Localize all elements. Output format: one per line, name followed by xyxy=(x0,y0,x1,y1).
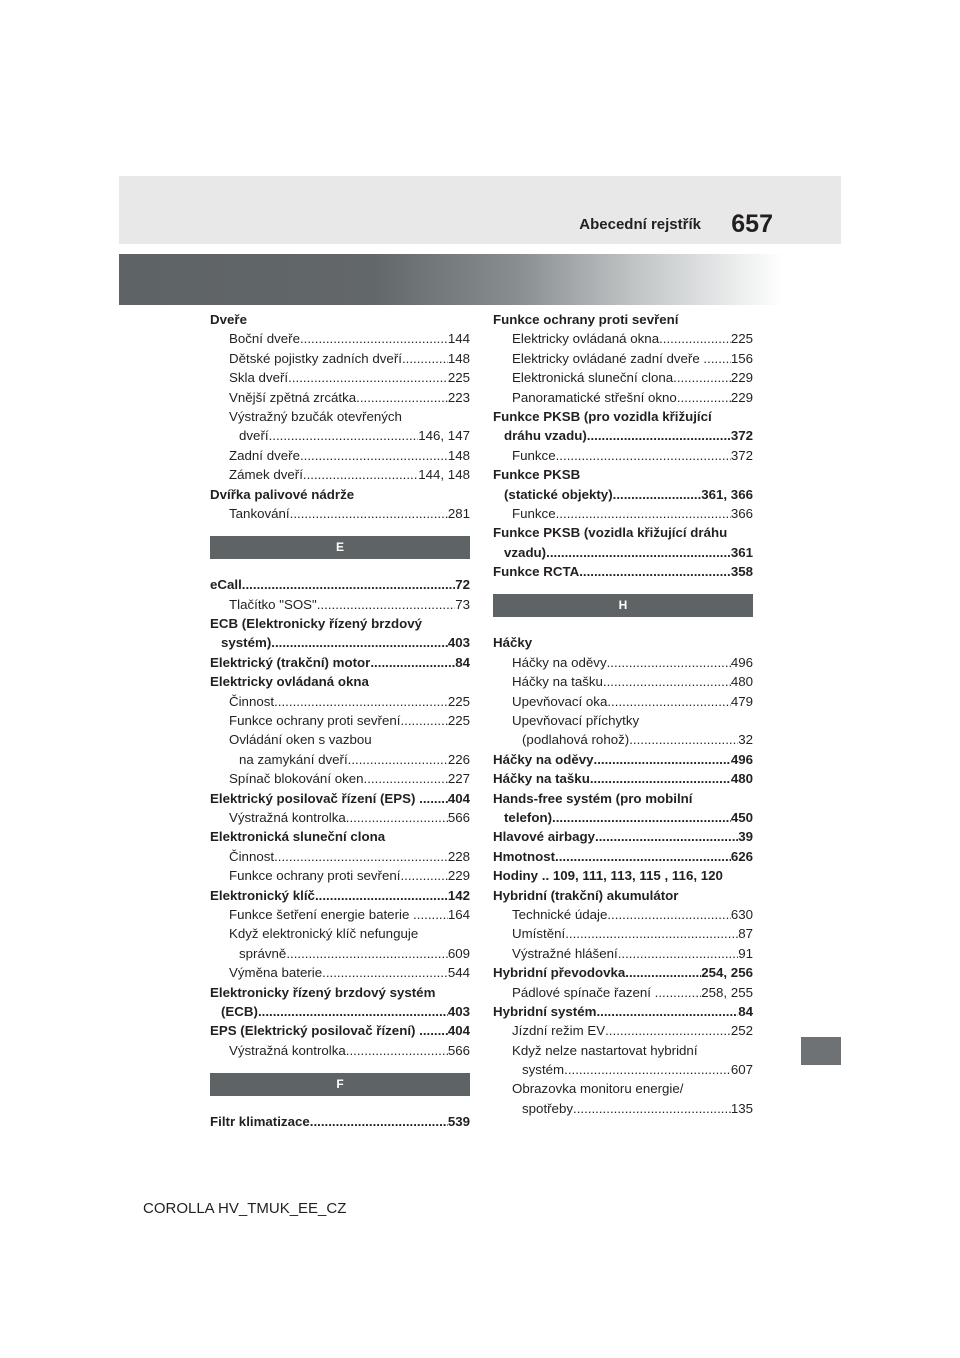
index-entry-page: 372 xyxy=(730,447,753,463)
index-entry-page: 227 xyxy=(447,771,470,787)
index-entry xyxy=(493,1021,753,1040)
leader-dots xyxy=(346,1041,448,1060)
index-entry xyxy=(210,426,470,445)
index-entry xyxy=(493,808,753,827)
index-entry-text: Funkce ochrany proti sevření xyxy=(493,312,679,327)
index-entry xyxy=(210,633,470,652)
index-entry xyxy=(493,750,753,769)
index-entry-page: 226 xyxy=(447,751,470,767)
index-entry xyxy=(210,924,470,943)
index-entry-text: na zamykání dveří xyxy=(239,751,348,767)
index-entry xyxy=(210,769,470,788)
index-entry xyxy=(210,944,470,963)
index-entry-text: Zámek dveří xyxy=(229,467,303,483)
leader-dots xyxy=(300,446,448,465)
index-entry xyxy=(493,633,753,652)
index-entry-text: systém) xyxy=(221,635,272,651)
leader-dots xyxy=(618,944,739,963)
leader-dots xyxy=(427,789,448,808)
index-entry-text: Vnější zpětná zrcátka xyxy=(229,389,357,405)
index-entry-text: Tankování xyxy=(229,505,290,521)
index-entry-text: Funkce ochrany proti sevření xyxy=(229,868,401,884)
index-entry xyxy=(210,827,470,846)
index-entry xyxy=(210,866,470,885)
index-entry-page: 144, 148 xyxy=(418,467,470,483)
index-entry-text: Výstražné hlášení xyxy=(512,945,618,961)
index-entry xyxy=(493,653,753,672)
leader-dots xyxy=(286,944,448,963)
leader-dots xyxy=(317,595,455,614)
index-entry-text: vzadu) xyxy=(504,544,547,560)
leader-dots xyxy=(596,1002,738,1021)
index-entry-text: Upevňovací příchytky xyxy=(512,713,640,729)
index-entry-page: 146, 147 xyxy=(418,428,470,444)
index-entry xyxy=(493,789,753,808)
index-entry xyxy=(493,504,753,523)
index-entry-text: Háčky na tašku xyxy=(493,771,590,787)
header-gradient-bar xyxy=(119,254,841,305)
leader-dots xyxy=(595,827,738,846)
page-number: 657 xyxy=(731,210,773,238)
index-entry-text: Funkce PKSB (vozidla křižující dráhu xyxy=(493,525,728,541)
leader-dots xyxy=(271,633,448,652)
index-entry-page: 403 xyxy=(447,1003,470,1019)
index-entry-page: 228 xyxy=(447,848,470,864)
index-entry-text: Činnost xyxy=(229,848,275,864)
leader-dots xyxy=(556,446,731,465)
index-letter-heading: E xyxy=(210,536,470,559)
index-entry-text: spotřeby xyxy=(522,1100,573,1116)
index-entry-page: 630 xyxy=(730,906,753,922)
index-entry-page: 403 xyxy=(447,635,470,651)
index-entry xyxy=(210,575,470,594)
index-entry xyxy=(493,368,753,387)
leader-dots xyxy=(274,692,448,711)
index-entry-text: Elektronicky řízený brzdový systém xyxy=(210,984,436,1000)
index-entry-text: eCall xyxy=(210,577,242,593)
index-entry-page: 496 xyxy=(730,751,753,767)
index-entry-text: (ECB) xyxy=(221,1003,258,1019)
index-entry-text: Funkce xyxy=(512,447,556,463)
index-entry xyxy=(210,730,470,749)
index-entry-text: Zadní dveře xyxy=(229,447,300,463)
index-entry-text: Háčky na oděvy xyxy=(512,654,607,670)
index-entry-text: Skla dveří xyxy=(229,370,289,386)
index-entry-text: (podlahová rohož) xyxy=(522,732,630,748)
index-entry xyxy=(493,543,753,562)
index-entry xyxy=(493,847,753,866)
index-entry-text: Funkce xyxy=(512,505,556,521)
index-entry xyxy=(493,672,753,691)
index-entry-page: 626 xyxy=(730,848,753,864)
index-entry-page: 404 xyxy=(447,1023,470,1039)
index-entry-text: (statické objekty) xyxy=(504,486,613,502)
index-entry-text: Činnost xyxy=(229,693,275,709)
index-entry-page: 144 xyxy=(447,331,470,347)
leader-dots xyxy=(400,866,447,885)
index-entry-text: Elektricky ovládané zadní dveře .. xyxy=(512,350,711,366)
index-entry-text: Hands-free systém (pro mobilní xyxy=(493,790,693,806)
index-entry-page: 366 xyxy=(730,505,753,521)
index-entry-text: Elektricky ovládaná okna xyxy=(210,674,369,690)
index-entry-page: 258, 255 xyxy=(701,984,753,1000)
index-entry-page: 142 xyxy=(447,887,470,903)
index-entry-page: 164 xyxy=(447,906,470,922)
index-entry-page: 361, 366 xyxy=(701,486,753,502)
index-entry-page: 72 xyxy=(455,577,470,593)
index-entry-page: 84 xyxy=(455,654,470,670)
leader-dots xyxy=(590,769,731,788)
index-entry-text: Hlavové airbagy xyxy=(493,829,595,845)
index-letter-heading: H xyxy=(493,594,753,617)
index-entry-text: telefon) xyxy=(504,809,553,825)
index-entry-page: 479 xyxy=(730,693,753,709)
index-entry-text: Spínač blokování oken xyxy=(229,771,364,787)
index-entry-text: Výstražná kontrolka xyxy=(229,1042,346,1058)
index-entry xyxy=(493,924,753,943)
index-entry-page: 281 xyxy=(447,505,470,521)
leader-dots xyxy=(402,349,448,368)
index-entry xyxy=(210,808,470,827)
leader-dots xyxy=(346,808,448,827)
index-entry-text: Funkce PKSB (pro vozidla křižující xyxy=(493,408,712,424)
index-entry-text: Panoramatické střešní okno xyxy=(512,389,677,405)
leader-dots xyxy=(300,329,448,348)
index-entry-text: EPS (Elektrický posilovač řízení) .. xyxy=(210,1023,427,1039)
index-entry-page: 156 xyxy=(730,350,753,366)
index-column-right xyxy=(493,310,753,1118)
index-entry-text: Jízdní režim EV xyxy=(512,1023,606,1039)
index-entry-page: 566 xyxy=(447,1042,470,1058)
leader-dots xyxy=(269,426,419,445)
index-entry xyxy=(493,1099,753,1118)
leader-dots xyxy=(607,692,730,711)
index-entry-page: 148 xyxy=(447,350,470,366)
leader-dots xyxy=(303,465,418,484)
index-entry xyxy=(210,485,470,504)
index-entry xyxy=(493,905,753,924)
index-entry xyxy=(493,1060,753,1079)
index-entry xyxy=(210,789,470,808)
index-entry xyxy=(493,329,753,348)
index-entry-text: Filtr klimatizace xyxy=(210,1114,310,1130)
section-title: Abecední rejstřík xyxy=(579,216,701,233)
index-entry xyxy=(210,692,470,711)
leader-dots xyxy=(594,750,731,769)
index-entry-page: 496 xyxy=(730,654,753,670)
leader-dots xyxy=(348,750,448,769)
index-entry-page: 84 xyxy=(738,1003,753,1019)
index-entry-text: Háčky na oděvy xyxy=(493,751,594,767)
leader-dots xyxy=(258,1002,448,1021)
index-entry-text: Tlačítko "SOS" xyxy=(229,596,317,612)
index-entry xyxy=(210,750,470,769)
index-entry xyxy=(493,711,753,730)
index-entry xyxy=(493,692,753,711)
index-entry xyxy=(493,407,753,426)
index-entry-page: 229 xyxy=(730,389,753,405)
index-entry xyxy=(210,905,470,924)
index-entry-page: 229 xyxy=(447,868,470,884)
footer-model-code: COROLLA HV_TMUK_EE_CZ xyxy=(143,1200,347,1217)
index-entry xyxy=(493,866,753,885)
index-entry xyxy=(493,963,753,982)
index-entry xyxy=(493,769,753,788)
index-entry-page: 544 xyxy=(447,965,470,981)
index-entry-text: Boční dveře xyxy=(229,331,300,347)
index-entry-text: Elektronická sluneční clona xyxy=(210,829,386,845)
index-entry xyxy=(210,368,470,387)
index-entry-text: Dvířka palivové nádrže xyxy=(210,486,355,502)
index-entry-page: 566 xyxy=(447,809,470,825)
leader-dots xyxy=(274,847,448,866)
leader-dots xyxy=(603,672,731,691)
index-entry-page: 135 xyxy=(730,1100,753,1116)
index-entry xyxy=(210,1112,470,1131)
index-entry-text: Pádlové spínače řazení .... xyxy=(512,984,670,1000)
index-entry-page: 609 xyxy=(447,945,470,961)
index-entry-text: Výstražný bzučák otevřených xyxy=(229,408,402,424)
index-entry xyxy=(493,523,753,542)
index-entry xyxy=(210,1021,470,1040)
index-entry-text: Funkce šetření energie baterie .. xyxy=(229,906,421,922)
leader-dots xyxy=(677,388,731,407)
index-entry-text: Dětské pojistky zadních dveří xyxy=(229,350,402,366)
leader-dots xyxy=(673,368,731,387)
index-entry-text: Hybridní převodovka xyxy=(493,965,626,981)
index-entry-text: Ovládání oken s vazbou xyxy=(229,732,372,748)
index-entry xyxy=(493,886,753,905)
leader-dots xyxy=(400,711,447,730)
index-entry-text: Elektricky ovládaná okna xyxy=(512,331,660,347)
index-entry xyxy=(210,653,470,672)
leader-dots xyxy=(573,1099,731,1118)
index-entry-text: Háčky xyxy=(493,635,533,651)
index-column-left xyxy=(210,310,470,1131)
leader-dots xyxy=(552,808,731,827)
index-entry-text: Výstražná kontrolka xyxy=(229,809,346,825)
leader-dots xyxy=(625,963,701,982)
index-entry-page: 225 xyxy=(447,713,470,729)
section-thumb-tab xyxy=(801,1037,841,1065)
leader-dots xyxy=(629,730,738,749)
index-entry-text: Dveře xyxy=(210,312,247,327)
index-entry xyxy=(210,886,470,905)
index-entry-page: 361 xyxy=(730,544,753,560)
index-entry-text: Hodiny .. 109, 111, 113, 115 , 116, 120 xyxy=(493,868,723,884)
index-entry-text: Funkce ochrany proti sevření xyxy=(229,713,401,729)
index-entry-text: Hybridní (trakční) akumulátor xyxy=(493,887,679,903)
leader-dots xyxy=(565,924,738,943)
index-entry xyxy=(210,388,470,407)
index-entry-page: 225 xyxy=(447,693,470,709)
index-entry-text: Když elektronický klíč nefunguje xyxy=(229,926,419,942)
leader-dots xyxy=(711,349,731,368)
index-entry xyxy=(493,1002,753,1021)
leader-dots xyxy=(659,329,731,348)
index-entry-page: 254, 256 xyxy=(701,965,753,981)
index-entry-text: Elektrický posilovač řízení (EPS) .. xyxy=(210,790,427,806)
index-entry-text: Funkce PKSB xyxy=(493,467,581,483)
index-entry-text: Háčky na tašku xyxy=(512,674,603,690)
index-entry xyxy=(493,730,753,749)
index-entry-page: 480 xyxy=(730,674,753,690)
leader-dots xyxy=(605,1021,731,1040)
index-entry xyxy=(493,485,753,504)
index-entry xyxy=(493,310,753,329)
index-entry-text: Když nelze nastartovat hybridní xyxy=(512,1042,698,1058)
leader-dots xyxy=(242,575,455,594)
index-entry-text: Umístění xyxy=(512,926,566,942)
index-entry xyxy=(210,595,470,614)
leader-dots xyxy=(420,905,447,924)
leader-dots xyxy=(607,905,730,924)
index-entry xyxy=(210,1041,470,1060)
index-entry-page: 252 xyxy=(730,1023,753,1039)
page-header xyxy=(119,176,841,244)
index-entry xyxy=(210,847,470,866)
index-entry xyxy=(210,310,470,329)
index-entry-text: Hmotnost xyxy=(493,848,556,864)
index-entry-page: 73 xyxy=(455,596,470,612)
index-entry xyxy=(493,349,753,368)
index-entry-text: Obrazovka monitoru energie/ xyxy=(512,1081,684,1097)
index-entry xyxy=(210,329,470,348)
leader-dots xyxy=(310,1112,448,1131)
index-entry-page: 358 xyxy=(730,564,753,580)
index-entry xyxy=(493,562,753,581)
leader-dots xyxy=(315,886,448,905)
index-entry-text: Funkce RCTA xyxy=(493,564,580,580)
index-entry-text: systém xyxy=(522,1062,565,1078)
index-entry-text: Hybridní systém xyxy=(493,1003,597,1019)
index-entry-text: správně xyxy=(239,945,287,961)
index-entry xyxy=(493,426,753,445)
leader-dots xyxy=(356,388,448,407)
index-entry-page: 404 xyxy=(447,790,470,806)
leader-dots xyxy=(587,426,731,445)
leader-dots xyxy=(564,1060,731,1079)
index-entry xyxy=(210,504,470,523)
index-entry-page: 480 xyxy=(730,771,753,787)
leader-dots xyxy=(556,504,731,523)
index-entry xyxy=(210,711,470,730)
index-entry-page: 225 xyxy=(447,370,470,386)
index-entry-text: Technické údaje xyxy=(512,906,608,922)
index-entry xyxy=(493,465,753,484)
index-entry-page: 372 xyxy=(730,428,753,444)
index-entry-text: dráhu vzadu) xyxy=(504,428,587,444)
index-entry-page: 450 xyxy=(730,809,753,825)
index-letter-heading: F xyxy=(210,1073,470,1096)
index-entry xyxy=(493,983,753,1002)
leader-dots xyxy=(669,983,701,1002)
index-entry xyxy=(493,388,753,407)
leader-dots xyxy=(322,963,448,982)
leader-dots xyxy=(607,653,731,672)
leader-dots xyxy=(613,485,702,504)
index-entry-page: 539 xyxy=(447,1114,470,1130)
index-entry xyxy=(210,672,470,691)
index-entry xyxy=(493,827,753,846)
index-entry-page: 39 xyxy=(738,829,753,845)
index-entry-page: 223 xyxy=(447,389,470,405)
index-entry xyxy=(210,465,470,484)
index-entry-page: 229 xyxy=(730,370,753,386)
index-entry xyxy=(210,963,470,982)
index-entry-text: dveří xyxy=(239,428,269,444)
index-entry-text: Upevňovací oka xyxy=(512,693,608,709)
leader-dots xyxy=(364,769,448,788)
index-entry-text: ECB (Elektronicky řízený brzdový xyxy=(210,616,423,632)
index-entry xyxy=(493,1079,753,1098)
leader-dots xyxy=(579,562,731,581)
index-entry xyxy=(210,1002,470,1021)
index-entry-text: Výměna baterie xyxy=(229,965,323,981)
index-entry-page: 607 xyxy=(730,1062,753,1078)
leader-dots xyxy=(546,543,731,562)
index-entry-page: 32 xyxy=(738,732,753,748)
index-entry xyxy=(210,983,470,1002)
leader-dots xyxy=(370,653,455,672)
index-entry xyxy=(493,446,753,465)
index-entry xyxy=(210,446,470,465)
leader-dots xyxy=(288,368,448,387)
index-entry xyxy=(210,349,470,368)
index-entry-page: 87 xyxy=(738,926,753,942)
leader-dots xyxy=(555,847,731,866)
index-entry-page: 225 xyxy=(730,331,753,347)
index-entry-page: 148 xyxy=(447,447,470,463)
index-entry-text: Elektronická sluneční clona xyxy=(512,370,674,386)
leader-dots xyxy=(427,1021,448,1040)
leader-dots xyxy=(290,504,448,523)
index-entry-text: Elektrický (trakční) motor xyxy=(210,654,371,670)
index-entry xyxy=(210,614,470,633)
index-entry xyxy=(210,407,470,426)
index-entry xyxy=(493,1041,753,1060)
index-entry xyxy=(493,944,753,963)
index-entry-page: 91 xyxy=(738,945,753,961)
index-entry-text: Elektronický klíč xyxy=(210,887,315,903)
